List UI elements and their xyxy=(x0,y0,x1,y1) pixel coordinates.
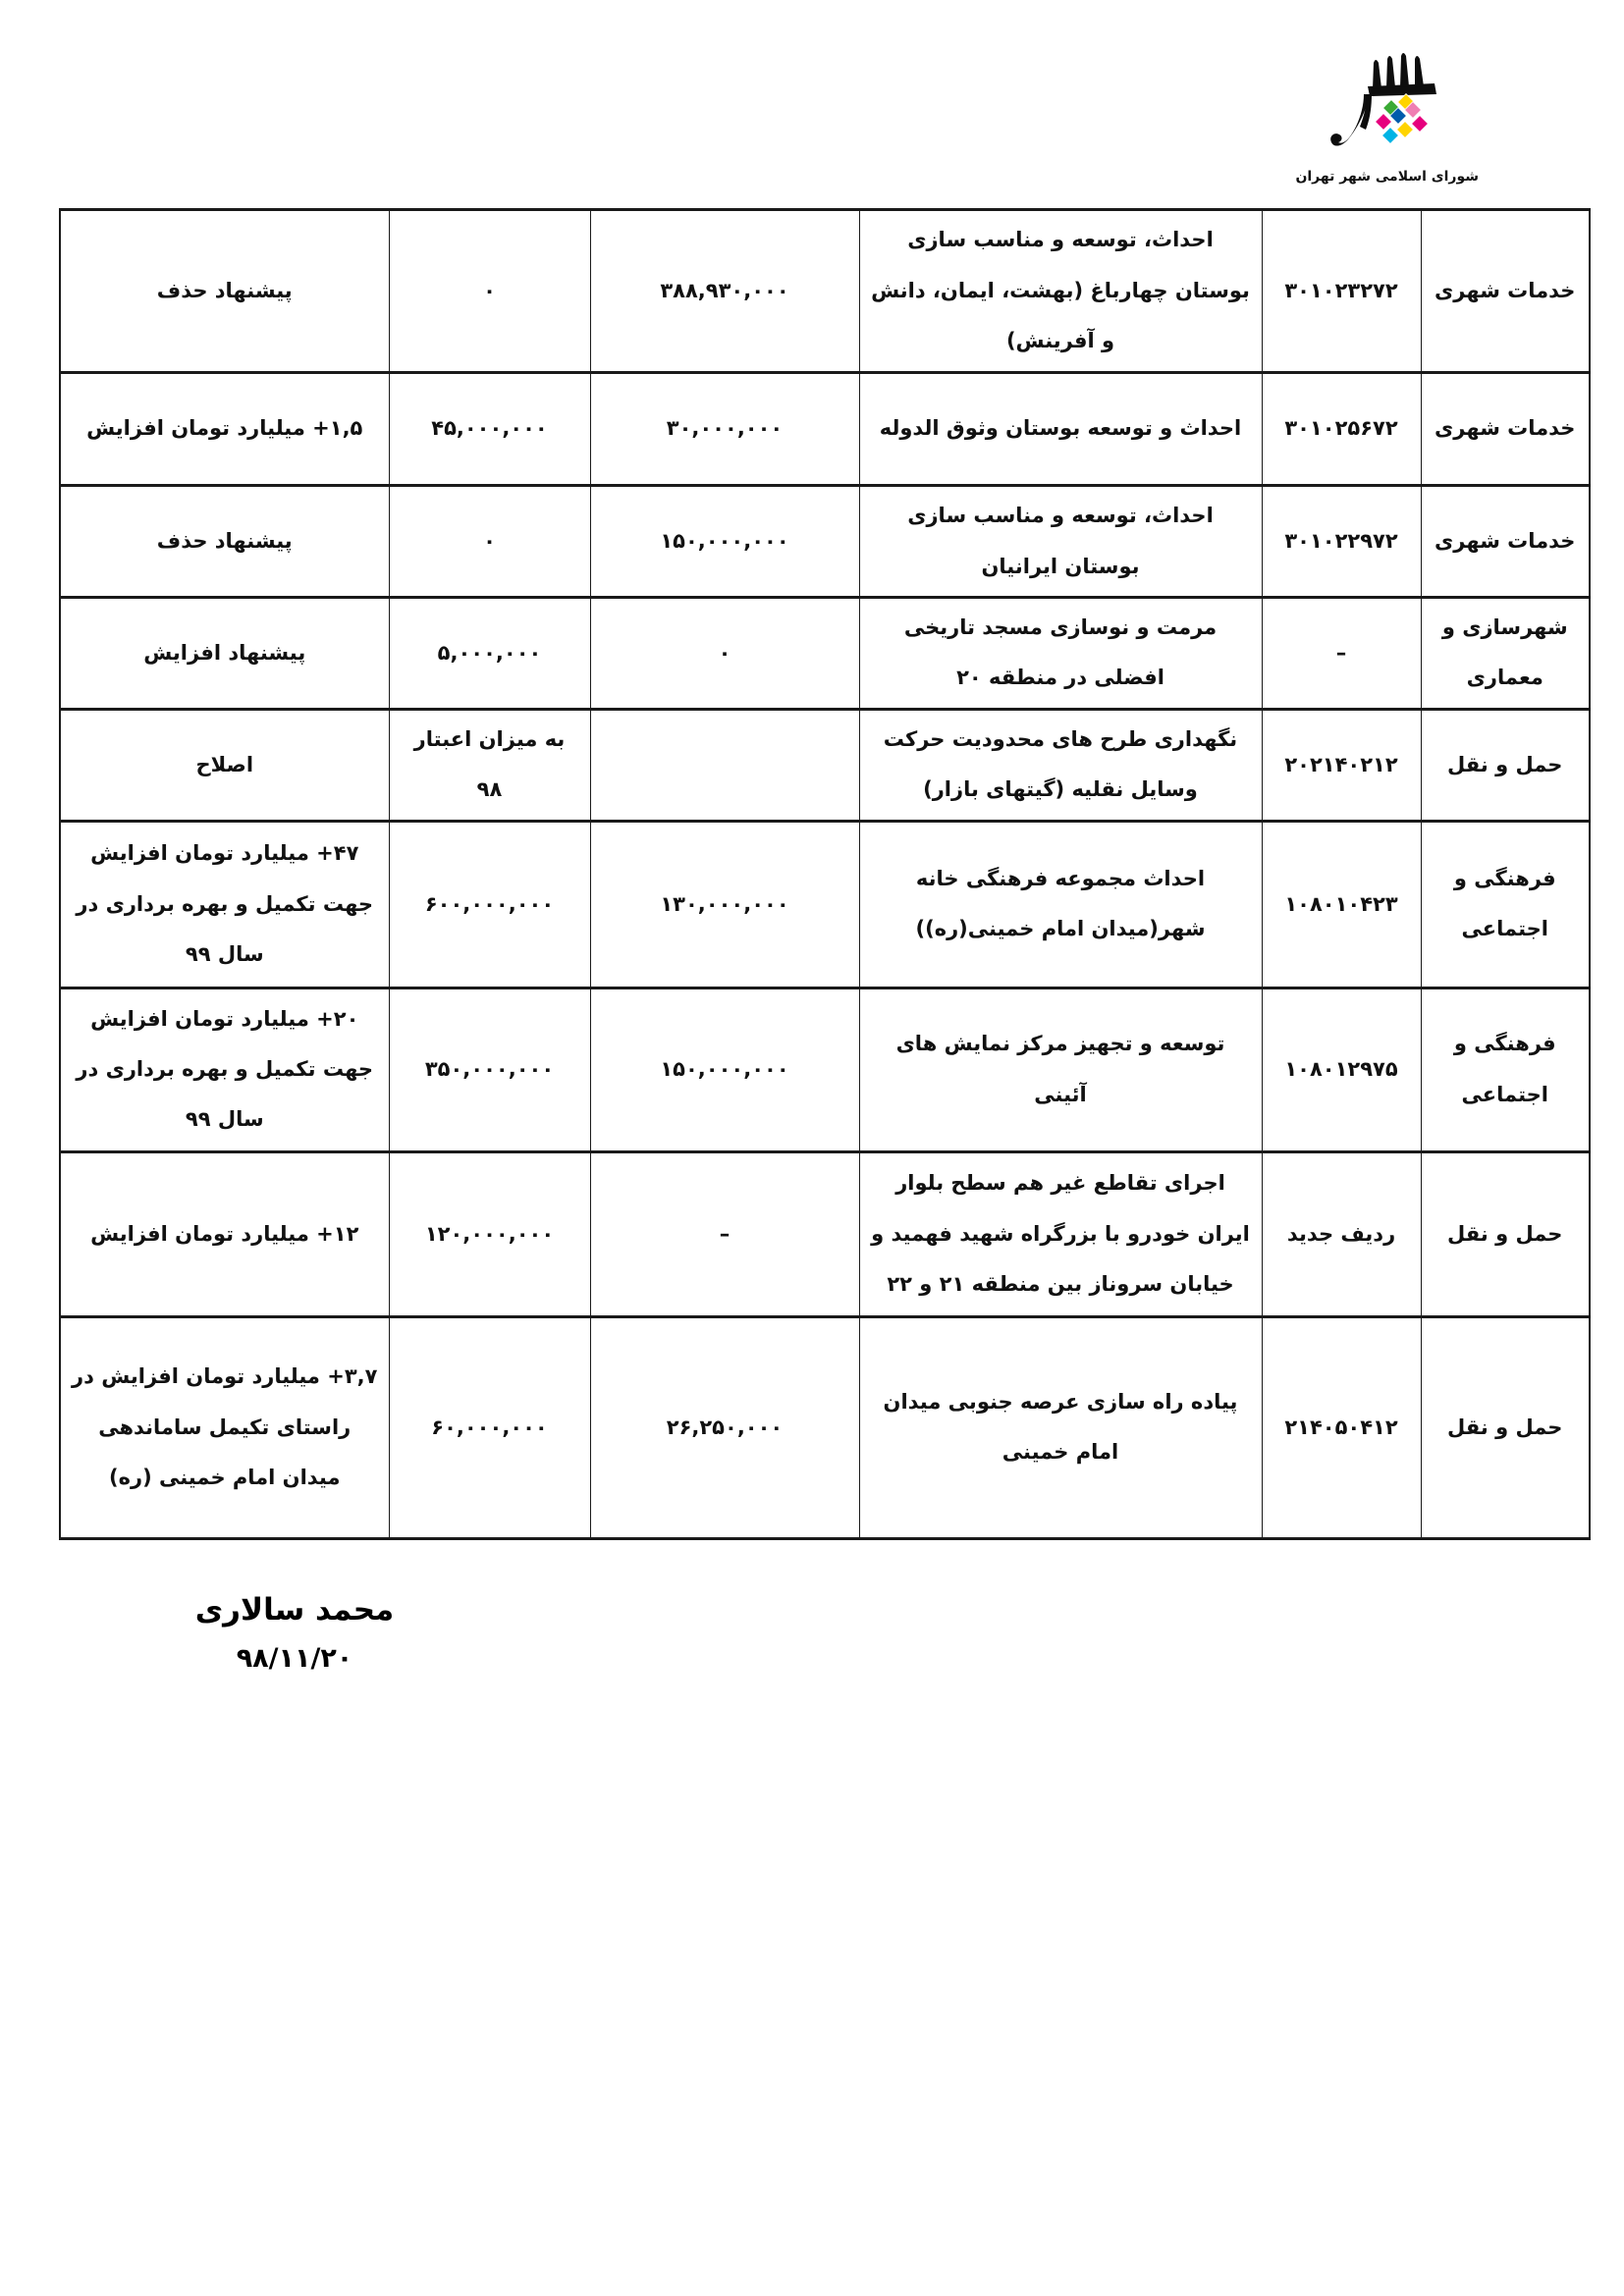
area-cell: فرهنگی و اجتماعی xyxy=(1421,821,1590,988)
amount2-cell: ۰ xyxy=(389,486,590,598)
amount1-cell: ۳۰,۰۰۰,۰۰۰ xyxy=(590,373,859,486)
code-cell: ۳۰۱۰۲۳۲۷۲ xyxy=(1262,210,1421,373)
signature-date: ۹۸/۱۱/۲۰ xyxy=(236,1643,353,1674)
code-cell: ۱۰۸۰۱۰۴۲۳ xyxy=(1262,821,1421,988)
amount2-cell: ۵,۰۰۰,۰۰۰ xyxy=(389,598,590,710)
title-cell: احداث و توسعه بوستان وثوق الدوله xyxy=(859,373,1262,486)
note-cell: پیشنهاد حذف xyxy=(60,210,389,373)
amount1-cell: ۱۵۰,۰۰۰,۰۰۰ xyxy=(590,486,859,598)
logo-caption: شورای اسلامی شهر تهران xyxy=(1295,169,1479,185)
tehran-council-logo xyxy=(1297,51,1479,185)
table-row xyxy=(60,210,1590,373)
title-cell: توسعه و تجهیز مرکز نمایش های آئینی xyxy=(859,988,1262,1151)
amount1-cell: ۲۶,۲۵۰,۰۰۰ xyxy=(590,1316,859,1538)
code-cell: ۳۰۱۰۲۵۶۷۲ xyxy=(1262,373,1421,486)
area-cell: حمل و نقل xyxy=(1421,1316,1590,1538)
title-cell: احداث، توسعه و مناسب سازی بوستان ایرانیان xyxy=(859,486,1262,598)
table-row xyxy=(60,598,1590,710)
table-row xyxy=(60,988,1590,1151)
amount1-cell: – xyxy=(590,1151,859,1316)
note-cell: ۳,۷+ میلیارد تومان افزایش در راستای تکیمل ساماندهی میدان امام خمینی (ره) xyxy=(60,1316,389,1538)
code-cell: ردیف جدید xyxy=(1262,1151,1421,1316)
table-row xyxy=(60,1316,1590,1538)
note-cell: ۱۲+ میلیارد تومان افزایش xyxy=(60,1151,389,1316)
code-cell: ۲۰۲۱۴۰۲۱۲ xyxy=(1262,709,1421,821)
area-cell: خدمات شهری xyxy=(1421,486,1590,598)
table-row xyxy=(60,709,1590,821)
amount2-cell: ۶۰,۰۰۰,۰۰۰ xyxy=(389,1316,590,1538)
amount2-cell: ۳۵۰,۰۰۰,۰۰۰ xyxy=(389,988,590,1151)
note-cell: اصلاح xyxy=(60,709,389,821)
amount1-cell: ۱۳۰,۰۰۰,۰۰۰ xyxy=(590,821,859,988)
amount2-cell: ۴۵,۰۰۰,۰۰۰ xyxy=(389,373,590,486)
note-cell: ۲۰+ میلیارد تومان افزایش جهت تکمیل و بهره برداری در سال ۹۹ xyxy=(60,988,389,1151)
tehran-council-logo-icon xyxy=(1315,51,1462,167)
note-cell: پیشنهاد افزایش xyxy=(60,598,389,710)
code-cell: ۲۱۴۰۵۰۴۱۲ xyxy=(1262,1316,1421,1538)
amount1-cell xyxy=(590,709,859,821)
budget-table xyxy=(59,208,1591,1540)
amount1-cell: ۳۸۸,۹۳۰,۰۰۰ xyxy=(590,210,859,373)
note-cell: ۱,۵+ میلیارد تومان افزایش xyxy=(60,373,389,486)
title-cell: احداث، توسعه و مناسب سازی بوستان چهارباغ (بهشت، ایمان، دانش و آفرینش) xyxy=(859,210,1262,373)
area-cell: فرهنگی و اجتماعی xyxy=(1421,988,1590,1151)
title-cell: پیاده راه سازی عرصه جنوبی میدان امام خمینی xyxy=(859,1316,1262,1538)
note-cell: ۴۷+ میلیارد تومان افزایش جهت تکمیل و بهره برداری در سال ۹۹ xyxy=(60,821,389,988)
code-cell: ۱۰۸۰۱۲۹۷۵ xyxy=(1262,988,1421,1151)
table-row xyxy=(60,486,1590,598)
title-cell: نگهداری طرح های محدودیت حرکت وسایل نقلیه (گیتهای بازار) xyxy=(859,709,1262,821)
amount2-cell: ۰ xyxy=(389,210,590,373)
signature-block xyxy=(162,1592,427,1674)
amount1-cell: ۰ xyxy=(590,598,859,710)
title-cell: احداث مجموعه فرهنگی خانه شهر(میدان امام خمینی(ره)) xyxy=(859,821,1262,988)
code-cell: – xyxy=(1262,598,1421,710)
title-cell: اجرای تقاطع غیر هم سطح بلوار ایران خودرو با بزرگراه شهید فهمید و خیابان سروناز بین منطقه ۲۱ و ۲۲ xyxy=(859,1151,1262,1316)
table-row xyxy=(60,1151,1590,1316)
amount2-cell: به میزان اعبتار ۹۸ xyxy=(389,709,590,821)
area-cell: خدمات شهری xyxy=(1421,210,1590,373)
table-row xyxy=(60,821,1590,988)
code-cell: ۳۰۱۰۲۲۹۷۲ xyxy=(1262,486,1421,598)
title-cell: مرمت و نوسازی مسجد تاریخی افضلی در منطقه ۲۰ xyxy=(859,598,1262,710)
amount1-cell: ۱۵۰,۰۰۰,۰۰۰ xyxy=(590,988,859,1151)
note-cell: پیشنهاد حذف xyxy=(60,486,389,598)
table-row xyxy=(60,373,1590,486)
area-cell: خدمات شهری xyxy=(1421,373,1590,486)
area-cell: حمل و نقل xyxy=(1421,1151,1590,1316)
area-cell: حمل و نقل xyxy=(1421,709,1590,821)
amount2-cell: ۱۲۰,۰۰۰,۰۰۰ xyxy=(389,1151,590,1316)
signature-name: محمد سالاری xyxy=(194,1592,395,1628)
amount2-cell: ۶۰۰,۰۰۰,۰۰۰ xyxy=(389,821,590,988)
area-cell: شهرسازی و معماری xyxy=(1421,598,1590,710)
